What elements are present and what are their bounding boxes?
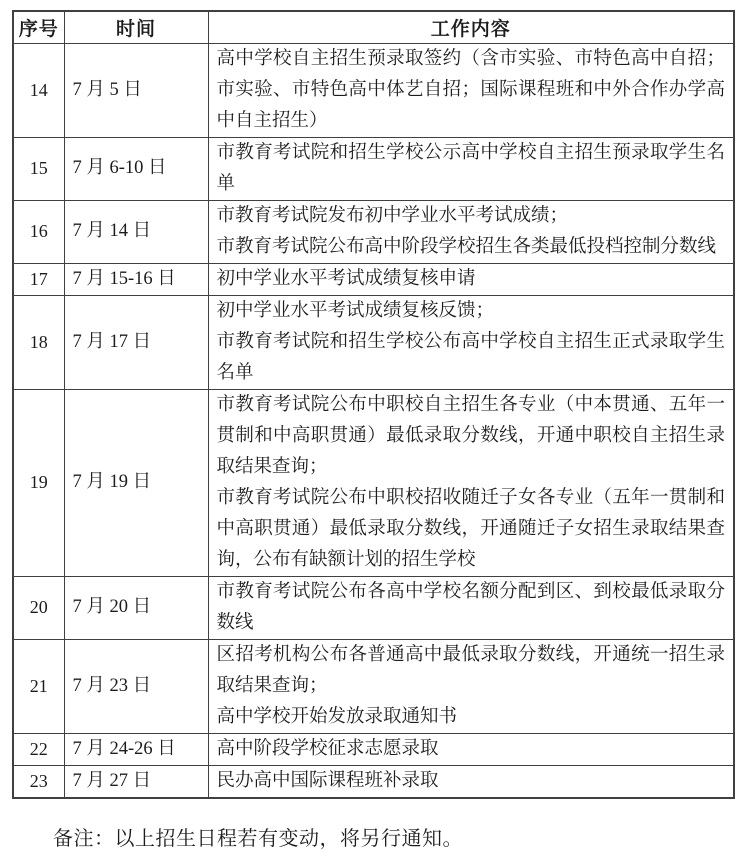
footnote: 备注：以上招生日程若有变动，将另行通知。 (53, 828, 463, 850)
row-number-cell: 15 (13, 137, 64, 200)
content-paragraph: 高中学校开始发放录取通知书 (216, 706, 458, 727)
time-cell: 7 月 24-26 日 (64, 733, 208, 765)
schedule-table-header (13, 11, 734, 43)
content-paragraph: 市教育考试院公布中职校招收随迁子女各专业（五年一贯制和中高职贯通）最低录取分数线，开通随迁子女招生录取结果查询，公布有缺额计划的招生学校 (216, 487, 725, 570)
content-paragraph: 初中学业水平考试成绩复核申请 (216, 268, 476, 289)
time-cell: 7 月 27 日 (64, 765, 208, 798)
row-number-cell: 14 (13, 43, 64, 137)
table-row (13, 295, 734, 389)
content-paragraph: 市教育考试院发布初中学业水平考试成绩； (216, 205, 569, 226)
content-paragraph: 高中阶段学校征求志愿录取 (216, 738, 439, 759)
schedule-table-body (13, 43, 734, 798)
time-cell: 7 月 17 日 (64, 295, 208, 389)
work-content-cell (208, 576, 734, 639)
content-paragraph: 市教育考试院公布中职校自主招生各专业（中本贯通、五年一贯制和中高职贯通）最低录取分数线，开通中职校自主招生录取结果查询； (216, 394, 725, 477)
header-cell-work-content: 工作内容 (208, 11, 734, 43)
time-cell: 7 月 15-16 日 (64, 263, 208, 295)
header-cell-time: 时间 (64, 11, 208, 43)
time-cell: 7 月 19 日 (64, 389, 208, 576)
work-content-cell (208, 389, 734, 576)
table-row (13, 576, 734, 639)
table-row (13, 263, 734, 295)
time-cell: 7 月 20 日 (64, 576, 208, 639)
table-row (13, 43, 734, 137)
content-paragraph: 市教育考试院和招生学校公布高中学校自主招生正式录取学生名单 (216, 331, 725, 383)
row-number-cell: 17 (13, 263, 64, 295)
row-number-cell: 19 (13, 389, 64, 576)
table-row (13, 639, 734, 733)
time-cell: 7 月 5 日 (64, 43, 208, 137)
content-paragraph: 民办高中国际课程班补录取 (216, 770, 439, 791)
header-row (13, 11, 734, 43)
content-paragraph: 高中学校自主招生预录取签约（含市实验、市特色高中自招；市实验、市特色高中体艺自招；国际课程班和中外合作办学高中自主招生） (216, 48, 725, 131)
time-cell: 7 月 14 日 (64, 200, 208, 263)
row-number-cell: 23 (13, 765, 64, 798)
table-row (13, 200, 734, 263)
row-number-cell: 22 (13, 733, 64, 765)
content-paragraph: 区招考机构公布各普通高中最低录取分数线，开通统一招生录取结果查询； (216, 644, 725, 696)
row-number-cell: 21 (13, 639, 64, 733)
content-paragraph: 市教育考试院公布高中阶段学校招生各类最低投档控制分数线 (216, 236, 717, 257)
row-number-cell: 18 (13, 295, 64, 389)
time-cell: 7 月 23 日 (64, 639, 208, 733)
table-row (13, 137, 734, 200)
work-content-cell (208, 765, 734, 798)
work-content-cell (208, 43, 734, 137)
content-paragraph: 市教育考试院公布各高中学校名额分配到区、到校最低录取分数线 (216, 581, 725, 633)
work-content-cell (208, 733, 734, 765)
work-content-cell (208, 200, 734, 263)
row-number-cell: 16 (13, 200, 64, 263)
time-cell: 7 月 6-10 日 (64, 137, 208, 200)
row-number-cell: 20 (13, 576, 64, 639)
work-content-cell (208, 639, 734, 733)
work-content-cell (208, 295, 734, 389)
table-row (13, 389, 734, 576)
table-row (13, 765, 734, 798)
content-paragraph: 初中学业水平考试成绩复核反馈； (216, 300, 495, 321)
content-paragraph: 市教育考试院和招生学校公示高中学校自主招生预录取学生名单 (216, 142, 725, 194)
table-row (13, 733, 734, 765)
work-content-cell (208, 263, 734, 295)
schedule-table (12, 10, 735, 799)
work-content-cell (208, 137, 734, 200)
header-cell-number: 序号 (13, 11, 64, 43)
